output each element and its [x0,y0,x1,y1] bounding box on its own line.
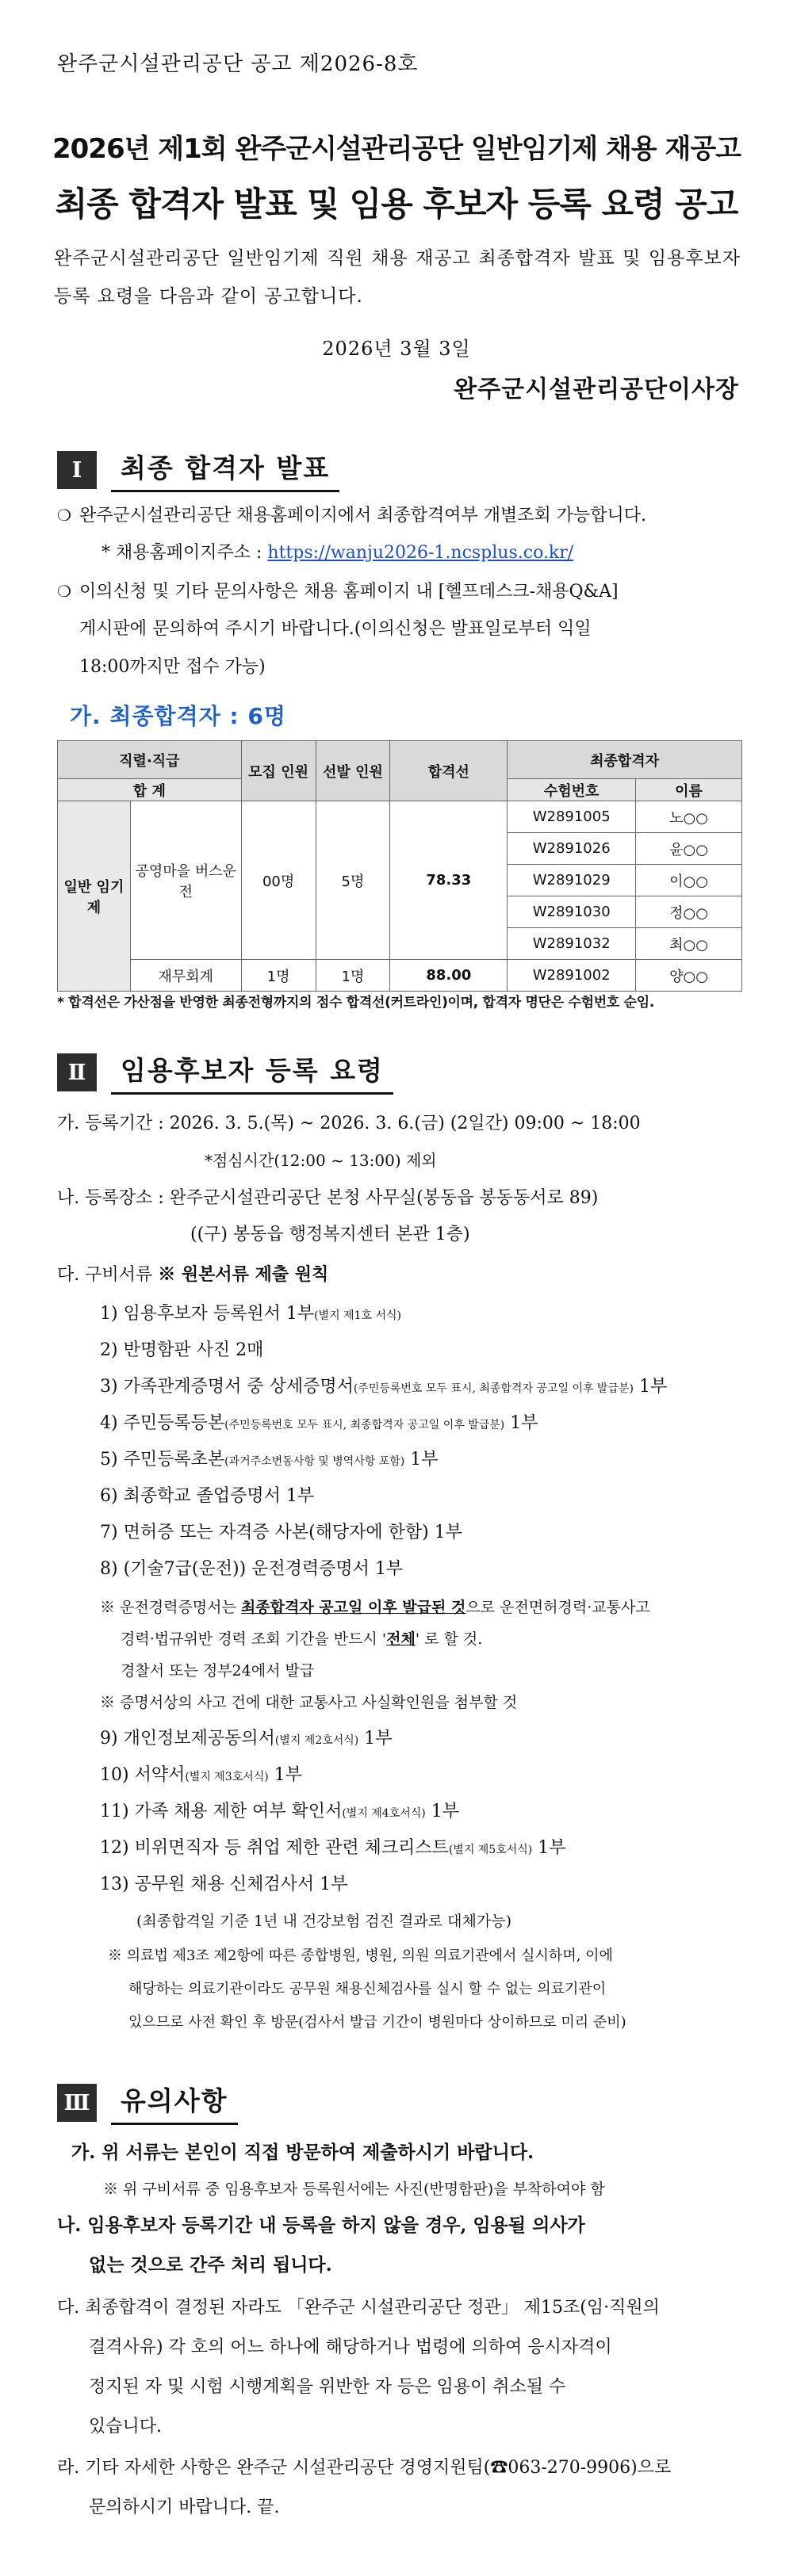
caution-c-line4: 있습니다. [89,2417,163,2436]
doc-item-7: 7) 면허증 또는 자격증 사본(해당자에 한함) 1부 [100,1523,462,1542]
license-note-3: 경찰서 또는 정부24에서 발급 [121,1662,315,1680]
doc-item-5-end: 1부 [404,1450,439,1470]
section2-number: Ⅱ [57,1053,97,1091]
exam-no-cell: W2891005 [508,801,636,833]
doc-item-5-sub: (과거주소변동사항 및 병역사항 포함) [224,1455,405,1468]
doc-item-12-text: 12) 비위면직자 등 취업 제한 관련 체크리스트 [100,1838,449,1858]
table-header-row [58,741,742,779]
name-cell: 정○○ [636,896,742,928]
header-exam-no: 수험번호 [508,779,636,801]
license-note-2a: 경력·법규위반 경력 조회 기간을 반드시 ' [121,1630,387,1648]
table-row [58,960,742,992]
license-note-2 [121,1623,482,1655]
doc-item-4-sub: (주민등록번호 모두 표시, 최종합격자 공고일 이후 발급분) [224,1419,505,1431]
homepage-line [102,536,573,571]
docs-heading-note: ※ 원본서류 제출 원칙 [158,1264,329,1285]
header-final: 최종합격자 [508,741,742,779]
doc-item-13: 13) 공무원 채용 신체검사서 1부 [100,1875,348,1894]
doc-item-4 [100,1406,538,1443]
medical-note-1: ※ 의료법 제3조 제2항에 따른 종합병원, 병원, 의원 의료기관에서 실시하며, 이에 [108,1947,613,1964]
medical-note-3: 있으므로 사전 확인 후 방문(검사서 발급 기간이 병원마다 상이하므로 미리 준비) [128,2014,626,2031]
docs-heading [57,1257,328,1293]
doc-item-12-end: 1부 [532,1838,566,1858]
caution-a: 가. 위 서류는 본인이 직접 방문하여 제출하시기 바랍니다. [71,2142,534,2163]
caution-a-note: ※ 위 구비서류 중 임용후보자 등록원서에는 사진(반명함판)을 부착하여야 함 [103,2180,605,2198]
section1-title: 최종 합격자 발표 [111,448,339,492]
license-note-1 [100,1592,650,1623]
header-recruit: 모집 인원 [241,741,316,801]
doc-item-9-sub: (별지 제2호서식) [274,1734,359,1747]
doc-item-2: 2) 반명함판 사진 2매 [100,1340,264,1360]
doc-item-4-end: 1부 [504,1413,538,1433]
doc-item-9 [100,1722,393,1758]
doc-item-10-text: 10) 서약서 [100,1765,186,1785]
license-note-2b: 전체 [386,1630,416,1648]
name-cell: 노○○ [636,801,742,833]
section1-item2 [57,574,619,610]
issuer: 완주군시설관리공단이사장 [454,376,739,403]
select-cell: 5명 [316,801,390,960]
license-note-1b: 최종합격자 공고일 이후 발급된 것 [240,1599,466,1616]
section1-item1 [57,498,646,533]
section1-number: Ⅰ [57,451,97,489]
cutoff-cell: 88.00 [390,960,508,992]
header-job: 직렬·직급 [58,741,242,779]
doc-item-6: 6) 최종학교 졸업증명서 1부 [100,1486,315,1506]
header-total: 합 계 [58,779,242,801]
position-cell: 공영마을 버스운전 [130,801,241,960]
circle-bullet-icon: ❍ [57,506,71,525]
table-note: * 합격선은 가산점을 반영한 최종전형까지의 점수 합격선(커트라인)이며, 합격자 명단은 수험번호 순임. [57,995,655,1011]
registration-place: 나. 등록장소 : 완주군시설관리공단 본청 사무실(봉동읍 봉동동서로 89) [57,1188,599,1208]
name-cell: 최○○ [636,928,742,960]
recruit-cell: 1명 [241,960,316,992]
name-cell: 이○○ [636,865,742,896]
doc-item-4-text: 4) 주민등록등본 [100,1413,225,1433]
doc-item-11-sub: (별지 제4호서식) [342,1807,426,1820]
doc-item-10-end: 1부 [268,1765,303,1785]
doc-item-12-sub: (별지 제5호서식) [448,1844,533,1856]
notice-date: 2026년 3월 3일 [322,338,471,360]
doc-item-12 [100,1831,566,1867]
doc-item-8: 8) (기술7급(운전)) 운전경력증명서 1부 [100,1559,404,1579]
doc-item-3-sub: (주민등록번호 모두 표시, 최종합격자 공고일 이후 발급분) [353,1382,634,1395]
group-cell: 일반 임기제 [58,801,131,992]
name-cell: 양○○ [636,960,742,992]
caution-d-line2: 문의하시기 바랍니다. 끝. [89,2498,280,2517]
caution-c-line3: 정지된 자 및 시험 시행계획을 위반한 자 등은 임용이 취소될 수 [89,2377,566,2397]
name-cell: 윤○○ [636,833,742,865]
position-cell: 재무회계 [130,960,241,992]
exam-no-cell: W2891029 [508,865,636,896]
section1-item2-line1: 이의신청 및 기타 문의사항은 채용 홈페이지 내 [헬프데스크-채용Q&A] [79,582,619,602]
results-table [57,740,742,992]
page-title-line2: 최종 합격자 발표 및 임용 후보자 등록 요령 공고 [55,185,738,224]
recruit-cell: 00명 [241,801,316,960]
page-title-line1: 2026년 제1회 완주군시설관리공단 일반임기제 채용 재공고 [52,133,741,165]
section2-header [57,1053,393,1092]
section3-title: 유의사항 [111,2081,238,2125]
accident-note: ※ 증명서상의 사고 건에 대한 교통사고 사실확인원을 첨부할 것 [100,1694,518,1711]
header-cutoff: 합격선 [390,741,508,801]
lunch-note: *점심시간(12:00 ~ 13:00) 제외 [205,1151,437,1170]
section1-item2-line2: 게시판에 문의하여 주시기 바랍니다.(이의신청은 발표일로부터 익일 [79,619,592,639]
doc-item-11-end: 1부 [425,1802,460,1821]
exam-no-cell: W2891026 [508,833,636,865]
section2-title: 임용후보자 등록 요령 [111,1050,393,1095]
exam-no-cell: W2891032 [508,928,636,960]
doc-item-5 [100,1443,438,1479]
registration-place-2: ((구) 봉동읍 행정복지센터 본관 1층) [190,1225,470,1244]
doc-item-11 [100,1794,459,1831]
exam-no-cell: W2891002 [508,960,636,992]
caution-c-line2: 결격사유) 각 호의 어느 하나에 해당하거나 법령에 의하여 응시자격이 [89,2337,612,2357]
section1-header [57,450,339,490]
license-note-1a: ※ 운전경력증명서는 [100,1599,241,1616]
doc-item-13-note: (최종합격일 기준 1년 내 건강보험 검진 결과로 대체가능) [136,1913,511,1930]
medical-note-2: 해당하는 의료기관이라도 공무원 채용신체검사를 실시 할 수 없는 의료기관이 [128,1981,607,1997]
doc-item-1-text: 1) 임용후보자 등록원서 1부 [100,1304,315,1324]
doc-item-1-sub: (별지 제1호 서식) [314,1309,401,1322]
caution-c-line1: 다. 최종합격이 결정된 자라도 「완주군 시설관리공단 정관」 제15조(임·직원의 [57,2298,660,2318]
doc-item-3 [100,1370,667,1406]
doc-item-10 [100,1758,302,1794]
doc-item-9-end: 1부 [358,1729,393,1749]
select-cell: 1명 [316,960,390,992]
exam-no-cell: W2891030 [508,896,636,928]
license-note-2c: ' 로 할 것. [415,1630,483,1648]
caution-b-line1: 나. 임용후보자 등록기간 내 등록을 하지 않을 경우, 임용될 의사가 [57,2215,585,2236]
doc-item-3-text: 3) 가족관계증명서 중 상세증명서 [100,1377,354,1397]
intro-paragraph: 완주군시설관리공단 일반임기제 직원 채용 재공고 최종합격자 발표 및 임용후보자 등록 요령을 다음과 같이 공고합니다. [54,248,741,307]
section3-header [57,2083,238,2123]
doc-item-10-sub: (별지 제3호서식) [185,1771,269,1783]
license-note-1c: 으로 운전면허경력·교통사고 [465,1599,650,1616]
circle-bullet-icon: ❍ [57,582,71,601]
doc-item-11-text: 11) 가족 채용 제한 여부 확인서 [100,1802,343,1821]
registration-period: 가. 등록기간 : 2026. 3. 5.(목) ~ 2026. 3. 6.(금) (2일간) 09:00 ~ 18:00 [57,1114,641,1133]
section3-number: Ⅲ [57,2084,97,2122]
notice-number: 완주군시설관리공단 공고 제2026-8호 [57,52,419,76]
homepage-link[interactable]: https://wanju2026-1.ncsplus.co.kr/ [267,543,574,563]
cutoff-cell: 78.33 [390,801,508,960]
section1-item1-text: 완주군시설관리공단 채용홈페이지에서 최종합격여부 개별조회 가능합니다. [79,506,647,526]
section1-item2-line3: 18:00까지만 접수 가능) [79,657,266,677]
header-select: 선발 인원 [316,741,390,801]
table-row [58,801,742,833]
docs-heading-label: 다. 구비서류 [57,1265,159,1285]
doc-item-1 [100,1297,401,1333]
final-count-heading: 가. 최종합격자 : 6명 [70,703,286,729]
homepage-label: * 채용홈페이지주소 : [102,543,262,563]
doc-item-9-text: 9) 개인정보제공동의서 [100,1729,275,1749]
doc-item-5-text: 5) 주민등록초본 [100,1450,225,1470]
doc-item-3-end: 1부 [633,1377,668,1397]
caution-b-line2: 없는 것으로 간주 처리 됩니다. [89,2254,332,2276]
caution-d-line1: 라. 기타 자세한 사항은 완주군 시설관리공단 경영지원팀(☎063-270-9906)으로 [57,2458,672,2478]
header-name: 이름 [636,779,742,801]
